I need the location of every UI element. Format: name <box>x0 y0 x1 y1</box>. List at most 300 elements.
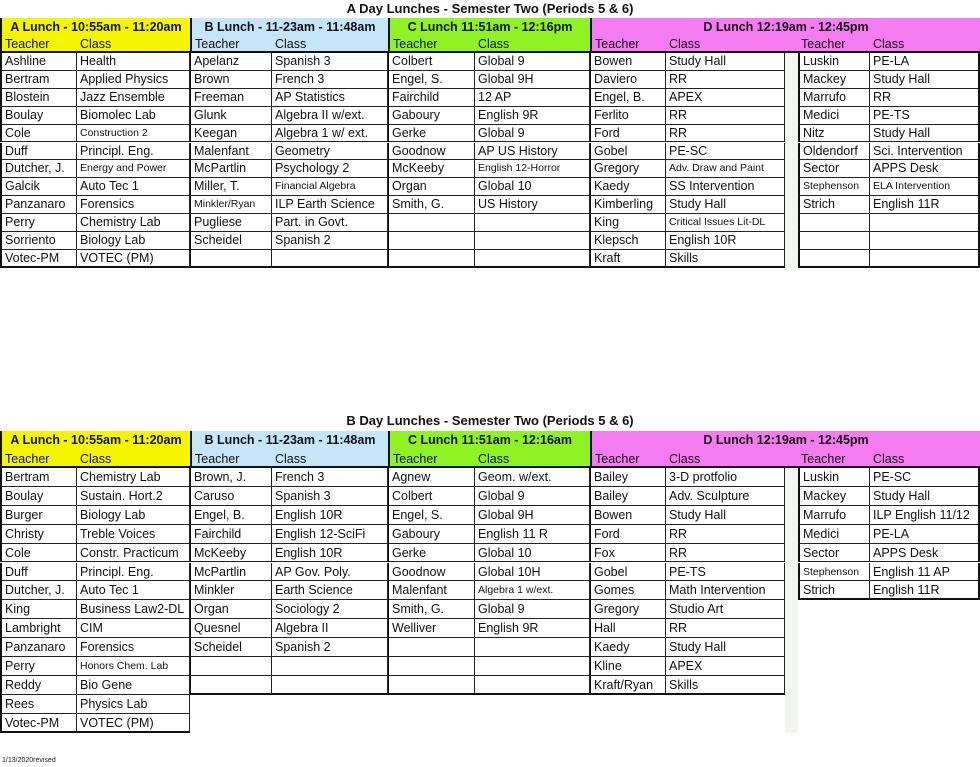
teacher-cell: Boulay <box>0 487 77 506</box>
class-cell: Skills <box>666 250 785 268</box>
class-cell: Construction 2 <box>77 125 190 143</box>
spacer-column <box>785 232 798 250</box>
class-cell: PE-LA <box>870 53 980 71</box>
lunch-header-d: D Lunch 12:19am - 12:45pm <box>590 431 980 450</box>
class-cell: Study Hall <box>666 506 785 525</box>
teacher-cell: Sorriento <box>0 232 77 250</box>
table-row <box>0 657 980 676</box>
teacher-cell: Duff <box>0 563 77 582</box>
class-column-header: Class <box>272 36 388 53</box>
teacher-cell: McPartlin <box>190 160 272 178</box>
teacher-cell: Gerke <box>388 125 475 143</box>
teacher-cell: McPartlin <box>190 563 272 582</box>
class-cell: Honors Chem. Lab <box>77 657 190 676</box>
teacher-cell: Marrufo <box>798 506 870 525</box>
teacher-cell: Smith, G. <box>388 196 475 214</box>
class-cell: Spanish 3 <box>272 53 388 71</box>
teacher-cell: Welliver <box>388 619 475 638</box>
teacher-cell: Bailey <box>590 487 666 506</box>
teacher-cell: Goodnow <box>388 143 475 161</box>
class-cell: Sustain. Hort.2 <box>77 487 190 506</box>
teacher-cell: Dutcher, J. <box>0 581 77 600</box>
class-cell: Principl. Eng. <box>77 563 190 582</box>
teacher-cell: Bertram <box>0 71 77 89</box>
class-cell: Financial Algebra <box>272 178 388 196</box>
teacher-cell: Colbert <box>388 53 475 71</box>
class-cell: Business Law2-DL <box>77 600 190 619</box>
class-cell: Global 9 <box>475 53 590 71</box>
class-cell: RR <box>666 71 785 89</box>
lunch-header-a: A Lunch - 10:55am - 11:20am <box>0 431 190 450</box>
class-cell: Constr. Practicum <box>77 544 190 563</box>
class-cell: RR <box>666 544 785 563</box>
class-cell: RR <box>666 125 785 143</box>
teacher-cell: Strich <box>798 196 870 214</box>
spacer-column <box>785 160 798 178</box>
class-cell: PE-TS <box>666 563 785 582</box>
teacher-cell: Gregory <box>590 600 666 619</box>
teacher-cell: Engel, S. <box>388 506 475 525</box>
table-row <box>0 714 980 733</box>
teacher-cell: Cole <box>0 544 77 563</box>
lunch-header-c: C Lunch 11:51am - 12:16pm <box>388 18 590 36</box>
class-cell: Global 9 <box>475 125 590 143</box>
class-cell: Global 10 <box>475 544 590 563</box>
class-cell <box>475 657 590 676</box>
teacher-cell <box>798 250 870 268</box>
class-cell: Applied Physics <box>77 71 190 89</box>
table-row <box>0 581 980 600</box>
teacher-cell: Keegan <box>190 125 272 143</box>
spacer-column <box>785 178 798 196</box>
teacher-cell: Bertram <box>0 468 77 487</box>
teacher-column-header: Teacher <box>590 450 666 468</box>
teacher-column-header: Teacher <box>0 36 77 53</box>
class-cell: Algebra II <box>272 619 388 638</box>
teacher-cell: Oldendorf <box>798 143 870 161</box>
table-row <box>0 89 980 107</box>
class-cell: RR <box>666 619 785 638</box>
class-cell <box>870 232 980 250</box>
class-cell: English 11 AP <box>870 563 980 582</box>
class-cell: English 10R <box>272 506 388 525</box>
teacher-cell: Organ <box>190 600 272 619</box>
teacher-cell: Quesnel <box>190 619 272 638</box>
class-column-header: Class <box>475 36 590 53</box>
class-cell: French 3 <box>272 468 388 487</box>
class-cell: English 10R <box>272 544 388 563</box>
class-cell <box>475 676 590 695</box>
teacher-cell <box>388 232 475 250</box>
teacher-cell: Scheidel <box>190 232 272 250</box>
class-cell <box>475 638 590 657</box>
table-row <box>0 525 980 544</box>
class-cell: Physics Lab <box>77 695 190 714</box>
teacher-cell <box>190 676 272 695</box>
spacer-column <box>785 695 798 714</box>
class-cell <box>475 232 590 250</box>
teacher-cell: Dutcher, J. <box>0 160 77 178</box>
teacher-cell: Kimberling <box>590 196 666 214</box>
class-cell: Global 10 <box>475 178 590 196</box>
class-cell: English 9R <box>475 619 590 638</box>
teacher-column-header: Teacher <box>798 450 870 468</box>
teacher-cell: King <box>590 214 666 232</box>
class-cell: ELA Intervention <box>870 178 980 196</box>
class-cell: PE-SC <box>666 143 785 161</box>
spacer-column <box>785 487 798 506</box>
class-cell: RR <box>870 89 980 107</box>
class-cell: English 9R <box>475 107 590 125</box>
teacher-cell: Ashline <box>0 53 77 71</box>
class-cell: Study Hall <box>870 71 980 89</box>
teacher-cell: Panzanaro <box>0 196 77 214</box>
teacher-cell: Malenfant <box>388 581 475 600</box>
class-cell: English 10R <box>666 232 785 250</box>
class-cell: APPS Desk <box>870 544 980 563</box>
lunch-header-d: D Lunch 12:19am - 12:45pm <box>590 18 980 36</box>
teacher-cell <box>388 214 475 232</box>
teacher-column-header: Teacher <box>590 36 666 53</box>
class-cell: Critical Issues Lit-DL <box>666 214 785 232</box>
teacher-cell: Ferlito <box>590 107 666 125</box>
class-cell: APEX <box>666 657 785 676</box>
class-cell: Biology Lab <box>77 506 190 525</box>
class-cell: APPS Desk <box>870 160 980 178</box>
teacher-cell: Medici <box>798 525 870 544</box>
class-cell <box>475 214 590 232</box>
teacher-cell: Fox <box>590 544 666 563</box>
spacer-column <box>785 125 798 143</box>
class-column-header: Class <box>870 36 980 53</box>
teacher-cell: McKeeby <box>388 160 475 178</box>
class-cell: English 11R <box>870 581 980 600</box>
teacher-column-header: Teacher <box>388 36 475 53</box>
class-cell: 3-D protfolio <box>666 468 785 487</box>
class-cell: Health <box>77 53 190 71</box>
teacher-cell <box>190 657 272 676</box>
spacer-column <box>785 638 798 657</box>
class-cell: English 11 R <box>475 525 590 544</box>
teacher-column-header: Teacher <box>0 450 77 468</box>
teacher-cell: Fairchild <box>388 89 475 107</box>
class-cell: Earth Science <box>272 581 388 600</box>
class-cell <box>272 657 388 676</box>
table-row <box>0 107 980 125</box>
class-cell: AP US History <box>475 143 590 161</box>
teacher-cell: Marrufo <box>798 89 870 107</box>
class-cell: Algebra 1 w/ ext. <box>272 125 388 143</box>
teacher-cell: Gaboury <box>388 107 475 125</box>
teacher-cell <box>190 250 272 268</box>
spacer-column <box>785 53 798 71</box>
teacher-cell: Kaedy <box>590 638 666 657</box>
class-cell: Sci. Intervention <box>870 143 980 161</box>
teacher-cell: Burger <box>0 506 77 525</box>
teacher-cell: Bowen <box>590 506 666 525</box>
class-column-header: Class <box>870 450 980 468</box>
teacher-cell: Gerke <box>388 544 475 563</box>
spacer-column <box>785 676 798 695</box>
teacher-cell: Lambright <box>0 619 77 638</box>
class-cell: Algebra II w/ext. <box>272 107 388 125</box>
table-row <box>0 160 980 178</box>
teacher-cell: Stephenson <box>798 563 870 582</box>
teacher-cell: Engel, S. <box>388 71 475 89</box>
class-cell: SS Intervention <box>666 178 785 196</box>
teacher-cell: Perry <box>0 214 77 232</box>
table-row <box>0 214 980 232</box>
teacher-cell: Luskin <box>798 53 870 71</box>
teacher-cell: Kaedy <box>590 178 666 196</box>
lunch-header-b: B Lunch - 11-23am - 11:48am <box>190 18 388 36</box>
table-row <box>0 676 980 695</box>
spacer-column <box>785 581 798 600</box>
spacer-column <box>785 214 798 232</box>
teacher-cell: Goodnow <box>388 563 475 582</box>
class-cell: AP Gov. Poly. <box>272 563 388 582</box>
class-cell: French 3 <box>272 71 388 89</box>
lunch-header-c: C Lunch 11:51am - 12:16am <box>388 431 590 450</box>
class-cell: Biology Lab <box>77 232 190 250</box>
table-row <box>0 506 980 525</box>
class-cell: PE-TS <box>870 107 980 125</box>
spacer-column <box>785 143 798 161</box>
teacher-cell: Apelanz <box>190 53 272 71</box>
teacher-cell <box>388 657 475 676</box>
teacher-cell: Gomes <box>590 581 666 600</box>
class-cell: Chemistry Lab <box>77 214 190 232</box>
table-row <box>0 53 980 71</box>
teacher-column-header: Teacher <box>798 36 870 53</box>
class-cell: Global 9H <box>475 506 590 525</box>
teacher-cell: Freeman <box>190 89 272 107</box>
class-cell: PE-SC <box>870 468 980 487</box>
class-cell: VOTEC (PM) <box>77 250 190 268</box>
teacher-cell: Perry <box>0 657 77 676</box>
class-cell: PE-LA <box>870 525 980 544</box>
lunch-header-row <box>0 18 980 36</box>
class-cell: RR <box>666 525 785 544</box>
class-cell: US History <box>475 196 590 214</box>
teacher-cell: Gobel <box>590 563 666 582</box>
teacher-cell: Votec-PM <box>0 714 77 733</box>
class-cell: Studio Art <box>666 600 785 619</box>
teacher-cell: Cole <box>0 125 77 143</box>
table-row <box>0 638 980 657</box>
table-row <box>0 563 980 582</box>
spacer-column <box>785 107 798 125</box>
column-header-row <box>0 36 980 53</box>
table-row <box>0 178 980 196</box>
spacer-column <box>785 714 798 733</box>
teacher-cell <box>388 638 475 657</box>
table-row <box>0 468 980 487</box>
teacher-cell: Panzanaro <box>0 638 77 657</box>
table-row <box>0 196 980 214</box>
teacher-cell: Duff <box>0 143 77 161</box>
class-cell: Biomolec Lab <box>77 107 190 125</box>
class-column-header: Class <box>666 450 798 468</box>
class-cell: Study Hall <box>666 53 785 71</box>
table-row <box>0 695 980 714</box>
teacher-cell: McKeeby <box>190 544 272 563</box>
class-cell: English 12-SciFi <box>272 525 388 544</box>
teacher-cell: Nitz <box>798 125 870 143</box>
teacher-cell: Pugliese <box>190 214 272 232</box>
class-cell: English 11R <box>870 196 980 214</box>
class-cell: Sociology 2 <box>272 600 388 619</box>
spacer-column <box>785 468 798 487</box>
teacher-cell: Engel, B. <box>590 89 666 107</box>
teacher-cell: Reddy <box>0 676 77 695</box>
teacher-cell: Kline <box>590 657 666 676</box>
class-cell: Geom. w/ext. <box>475 468 590 487</box>
b-day-title: B Day Lunches - Semester Two (Periods 5 & 6) <box>346 413 634 428</box>
teacher-cell: Strich <box>798 581 870 600</box>
class-cell: Adv. Sculpture <box>666 487 785 506</box>
class-cell: Principl. Eng. <box>77 143 190 161</box>
teacher-column-header: Teacher <box>388 450 475 468</box>
teacher-cell: Medici <box>798 107 870 125</box>
class-cell: Adv. Draw and Paint <box>666 160 785 178</box>
class-cell: ILP English 11/12 <box>870 506 980 525</box>
spacer-column <box>785 544 798 563</box>
spacer-column <box>785 525 798 544</box>
teacher-cell: Agnew <box>388 468 475 487</box>
class-cell: Global 9 <box>475 600 590 619</box>
teacher-cell: Stephenson <box>798 178 870 196</box>
table-row <box>0 232 980 250</box>
teacher-column-header: Teacher <box>190 36 272 53</box>
class-cell: Study Hall <box>870 125 980 143</box>
spacer-column <box>785 250 798 268</box>
class-column-header: Class <box>666 36 798 53</box>
teacher-cell: Kraft/Ryan <box>590 676 666 695</box>
teacher-cell: Smith, G. <box>388 600 475 619</box>
class-cell: English 12-Horror <box>475 160 590 178</box>
teacher-cell: Organ <box>388 178 475 196</box>
teacher-cell: Gaboury <box>388 525 475 544</box>
teacher-cell <box>388 250 475 268</box>
spacer-column <box>785 71 798 89</box>
class-cell: Auto Tec 1 <box>77 178 190 196</box>
class-cell: VOTEC (PM) <box>77 714 190 733</box>
teacher-cell: Brown, J. <box>190 468 272 487</box>
table-row <box>0 71 980 89</box>
class-cell: Psychology 2 <box>272 160 388 178</box>
teacher-cell: Votec-PM <box>0 250 77 268</box>
class-cell: Chemistry Lab <box>77 468 190 487</box>
a-day-title: A Day Lunches - Semester Two (Periods 5 & 6) <box>346 1 634 16</box>
class-column-header: Class <box>272 450 388 468</box>
class-cell: Auto Tec 1 <box>77 581 190 600</box>
spacer-column <box>785 619 798 638</box>
teacher-cell: Kraft <box>590 250 666 268</box>
spacer-column <box>785 657 798 676</box>
spacer-column <box>785 506 798 525</box>
teacher-cell: Gobel <box>590 143 666 161</box>
teacher-cell: Bowen <box>590 53 666 71</box>
class-cell: Study Hall <box>870 487 980 506</box>
teacher-cell: Ford <box>590 125 666 143</box>
class-cell: Math Intervention <box>666 581 785 600</box>
table-row <box>0 125 980 143</box>
class-cell: Jazz Ensemble <box>77 89 190 107</box>
teacher-cell: Mackey <box>798 71 870 89</box>
lunch-header-a: A Lunch - 10:55am - 11:20am <box>0 18 190 36</box>
class-cell: Spanish 2 <box>272 232 388 250</box>
teacher-cell <box>798 232 870 250</box>
spacer-column <box>785 563 798 582</box>
teacher-cell: Brown <box>190 71 272 89</box>
teacher-cell: King <box>0 600 77 619</box>
class-cell: Study Hall <box>666 196 785 214</box>
class-cell: Study Hall <box>666 638 785 657</box>
teacher-cell: Malenfant <box>190 143 272 161</box>
teacher-cell: Blostein <box>0 89 77 107</box>
teacher-cell: Gregory <box>590 160 666 178</box>
teacher-column-header: Teacher <box>190 450 272 468</box>
class-cell <box>475 250 590 268</box>
teacher-cell: Klepsch <box>590 232 666 250</box>
teacher-cell: Luskin <box>798 468 870 487</box>
class-cell <box>272 250 388 268</box>
teacher-cell: Minkler/Ryan <box>190 196 272 214</box>
teacher-cell: Sector <box>798 160 870 178</box>
class-column-header: Class <box>77 450 190 468</box>
class-cell <box>870 250 980 268</box>
teacher-cell: Fairchild <box>190 525 272 544</box>
class-cell: ILP Earth Science <box>272 196 388 214</box>
class-cell <box>870 214 980 232</box>
teacher-cell: Hall <box>590 619 666 638</box>
table-row <box>0 619 980 638</box>
class-cell: Treble Voices <box>77 525 190 544</box>
table-row <box>0 544 980 563</box>
class-cell: Part. in Govt. <box>272 214 388 232</box>
teacher-cell: Boulay <box>0 107 77 125</box>
table-row <box>0 487 980 506</box>
spacer-column <box>785 600 798 619</box>
class-cell: Spanish 3 <box>272 487 388 506</box>
teacher-cell: Bailey <box>590 468 666 487</box>
class-cell: Spanish 2 <box>272 638 388 657</box>
teacher-cell: Daviero <box>590 71 666 89</box>
teacher-cell: Miller, T. <box>190 178 272 196</box>
class-cell: Energy and Power <box>77 160 190 178</box>
class-cell: RR <box>666 107 785 125</box>
table-row <box>0 250 980 268</box>
class-cell: CIM <box>77 619 190 638</box>
teacher-cell: Rees <box>0 695 77 714</box>
class-cell: Forensics <box>77 638 190 657</box>
teacher-cell: Glunk <box>190 107 272 125</box>
class-cell: Global 9 <box>475 487 590 506</box>
teacher-cell: Caruso <box>190 487 272 506</box>
lunch-header-row <box>0 431 980 450</box>
revision-note: 1/13/2020revised <box>2 757 56 764</box>
class-column-header: Class <box>77 36 190 53</box>
teacher-cell <box>798 214 870 232</box>
class-cell: Algebra 1 w/ext. <box>475 581 590 600</box>
teacher-cell: Christy <box>0 525 77 544</box>
teacher-cell: Engel, B. <box>190 506 272 525</box>
teacher-cell: Minkler <box>190 581 272 600</box>
teacher-cell: Ford <box>590 525 666 544</box>
teacher-cell: Mackey <box>798 487 870 506</box>
class-cell: APEX <box>666 89 785 107</box>
